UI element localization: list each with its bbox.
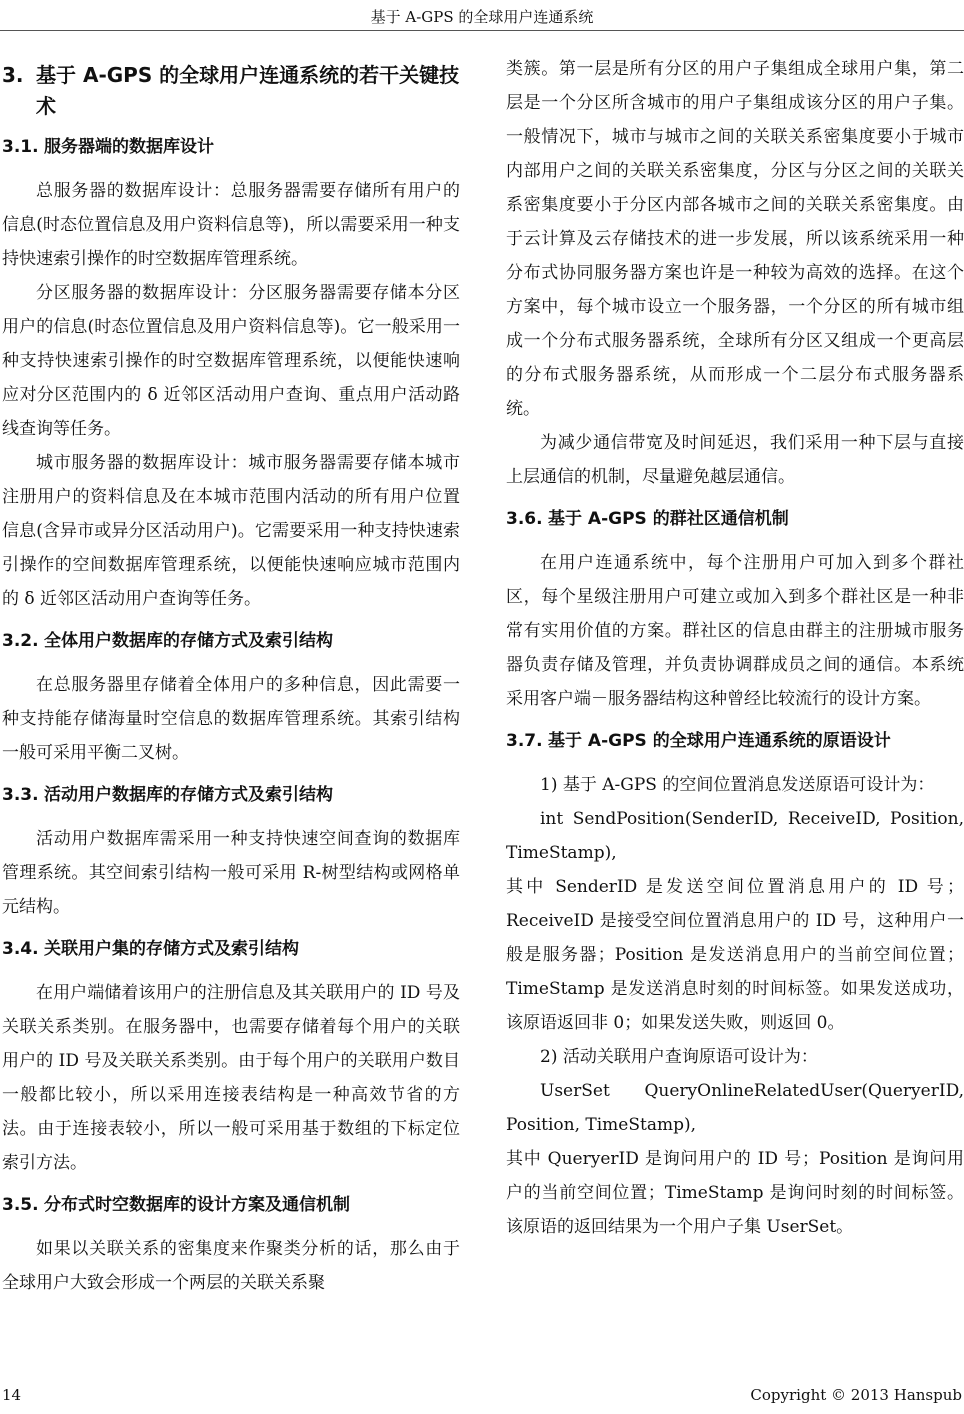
section-number: 3.3. — [2, 785, 39, 805]
section-title: 基于 A-GPS 的全球用户连通系统的若干关键技术 — [36, 63, 460, 118]
section-title: 全体用户数据库的存储方式及索引结构 — [44, 631, 333, 651]
section-number: 3. — [2, 63, 24, 87]
paragraph: 在用户端储着该用户的注册信息及其关联用户的 ID 号及关联关系类别。在服务器中，也需要存储着每个用户的关联用户的 ID 号及关联关系类别。由于每个用户的关联用户数目一般都比较小，所以采用连接表结构是一种高效节省的方法。由于连接表较小，所以一般可采用基于数组的下标定位索引方法。 — [2, 983, 460, 1173]
paragraph: 其中 QueryerID 是询问用户的 ID 号；Position 是询问用户的当前空间位置；TimeStamp 是询问时刻的时间标签。该原语的返回结果为一个用户子集 UserSet。 — [506, 1149, 964, 1237]
running-header: 基于 A-GPS 的全球用户连通系统 — [370, 8, 594, 26]
section-title: 关联用户集的存储方式及索引结构 — [44, 939, 299, 959]
page-number: 14 — [2, 1386, 22, 1404]
code-signature: UserSet QueryOnlineRelatedUser(QueryerID, Position, TimeStamp), — [506, 1081, 964, 1135]
section-3-5-heading — [2, 1190, 460, 1220]
paragraph: 如果以关联关系的密集度来作聚类分析的话，那么由于全球用户大致会形成一个两层的关联关系聚 — [2, 1239, 460, 1293]
section-3-3-heading — [2, 780, 460, 810]
section-number: 3.6. — [506, 509, 543, 529]
paragraph: 为减少通信带宽及时间延迟，我们采用一种下层与直接上层通信的机制，尽量避免越层通信。 — [506, 433, 964, 487]
right-column — [506, 52, 964, 1244]
paragraph: 活动用户数据库需采用一种支持快速空间查询的数据库管理系统。其空间索引结构一般可采用 R-树型结构或网格单元结构。 — [2, 829, 460, 917]
section-number: 3.1. — [2, 137, 39, 157]
section-3-heading — [2, 60, 460, 122]
paragraph: 城市服务器的数据库设计：城市服务器需要存储本城市注册用户的资料信息及在本城市范围内活动的所有用户位置信息(含异市或异分区活动用户)。它需要采用一种支持快速索引操作的空间数据库管理系统，以便能快速响应城市范围内的 δ 近邻区活动用户查询等任务。 — [2, 453, 460, 609]
section-3-4-heading — [2, 934, 460, 964]
paragraph: 在用户连通系统中，每个注册用户可加入到多个群社区，每个星级注册用户可建立或加入到多个群社区是一种非常有实用价值的方案。群社区的信息由群主的注册城市服务器负责存储及管理，并负责协调群成员之间的通信。本系统采用客户端－服务器结构这种曾经比较流行的设计方案。 — [506, 553, 964, 709]
section-number: 3.2. — [2, 631, 39, 651]
section-number: 3.7. — [506, 731, 543, 751]
section-3-6-heading — [506, 504, 964, 534]
paragraph: 1) 基于 A-GPS 的空间位置消息发送原语可设计为： — [540, 775, 935, 795]
section-title: 活动用户数据库的存储方式及索引结构 — [44, 785, 333, 805]
left-column — [2, 52, 460, 1300]
section-3-1-heading — [2, 132, 460, 162]
section-title: 基于 A-GPS 的全球用户连通系统的原语设计 — [548, 731, 891, 751]
section-3-7-heading — [506, 726, 964, 756]
paragraph: 2) 活动关联用户查询原语可设计为： — [540, 1047, 818, 1067]
section-title: 服务器端的数据库设计 — [44, 137, 214, 157]
header-rule — [0, 30, 964, 31]
paragraph: 其中 SenderID 是发送空间位置消息用户的 ID 号；ReceiveID 是接受空间位置消息用户的 ID 号，这种用户一般是服务器；Position 是发送消息用户的当前空间位置；TimeStamp 是发送消息时刻的时间标签。如果发送成功，该原语返回非 0；如果发送失败，则返回 0。 — [506, 877, 964, 1033]
paragraph-continued: 类簇。第一层是所有分区的用户子集组成全球用户集，第二层是一个分区所含城市的用户子集组成该分区的用户子集。一般情况下，城市与城市之间的关联关系密集度要小于城市内部用户之间的关联关系密集度，分区与分区之间的关联关系密集度要小于分区内部各城市之间的关联关系密集度。由于云计算及云存储技术的进一步发展，所以该系统采用一种分布式协同服务器方案也许是一种较为高效的选择。在这个方案中，每个城市设立一个服务器，一个分区的所有城市组成一个分布式服务器系统，全球所有分区又组成一个更高层的分布式服务器系统，从而形成一个二层分布式服务器系统。 — [506, 59, 964, 419]
section-number: 3.5. — [2, 1195, 39, 1215]
paragraph: 在总服务器里存储着全体用户的多种信息，因此需要一种支持能存储海量时空信息的数据库管理系统。其索引结构一般可采用平衡二叉树。 — [2, 675, 460, 763]
code-signature: int SendPosition(SenderID, ReceiveID, Position, TimeStamp), — [506, 809, 964, 863]
paragraph: 总服务器的数据库设计：总服务器需要存储所有用户的信息(时态位置信息及用户资料信息等)，所以需要采用一种支持快速索引操作的时空数据库管理系统。 — [2, 181, 460, 269]
copyright-notice: Copyright © 2013 Hanspub — [750, 1386, 962, 1404]
section-title: 分布式时空数据库的设计方案及通信机制 — [44, 1195, 350, 1215]
paragraph: 分区服务器的数据库设计：分区服务器需要存储本分区用户的信息(时态位置信息及用户资料信息等)。它一般采用一种支持快速索引操作的时空数据库管理系统，以便能快速响应对分区范围内的 δ 近邻区活动用户查询、重点用户活动路线查询等任务。 — [2, 283, 460, 439]
section-number: 3.4. — [2, 939, 39, 959]
section-3-2-heading — [2, 626, 460, 656]
section-title: 基于 A-GPS 的群社区通信机制 — [548, 509, 789, 529]
